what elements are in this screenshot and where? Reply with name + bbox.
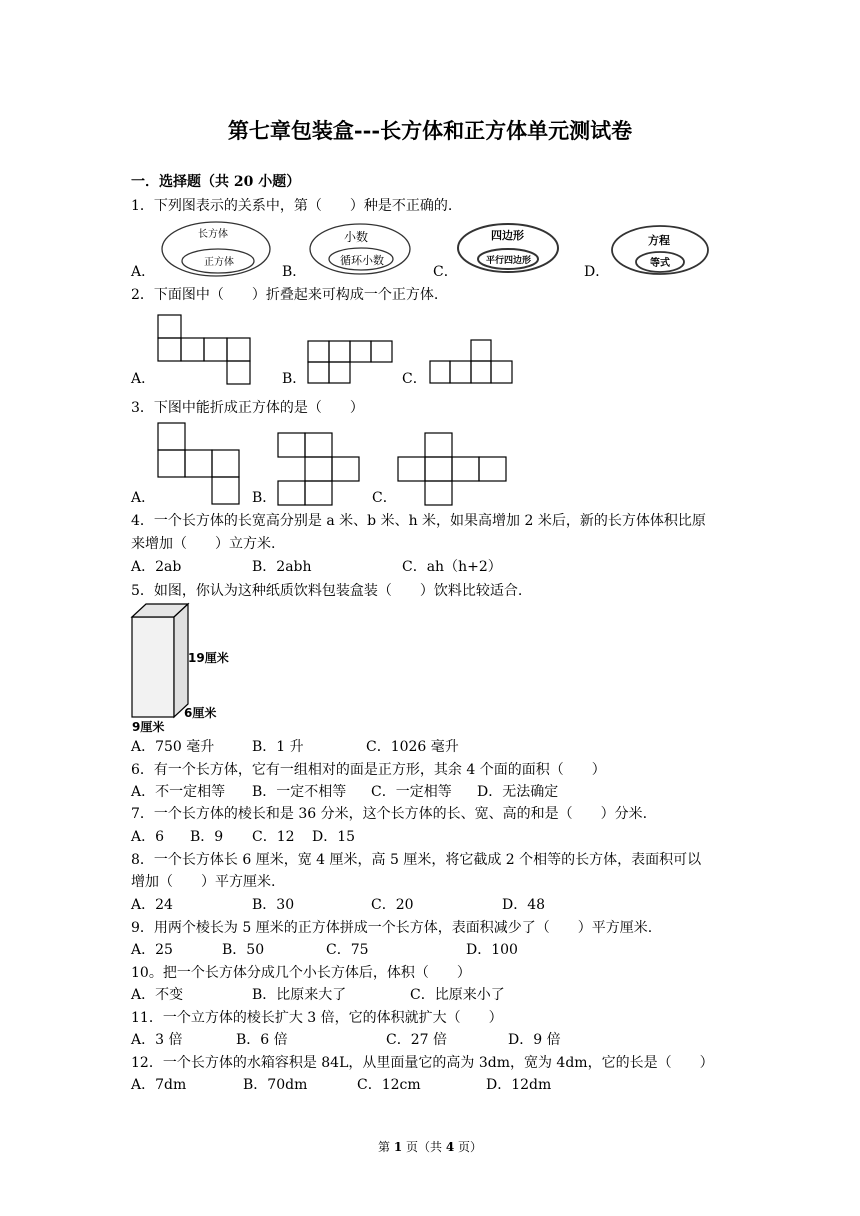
- footer-total-pages: 4: [445, 1140, 455, 1154]
- q9-option-b: B．50: [222, 942, 265, 958]
- question-4-stem-line2: 来增加（ ）立方米.: [131, 536, 276, 552]
- cube-net-2a: [158, 315, 254, 385]
- venn-diagram-d: [610, 224, 710, 276]
- q1-label-b: B．: [282, 264, 307, 280]
- q3-label-b: B．: [252, 490, 277, 506]
- q9-option-c: C．75: [326, 942, 369, 958]
- q12-option-b: B．70dm: [243, 1077, 308, 1093]
- cube-net-3b: [278, 433, 360, 505]
- q2-label-a: A．: [131, 371, 156, 387]
- q7-option-b: B．9: [190, 829, 224, 845]
- q11-option-b: B．6 倍: [236, 1032, 288, 1048]
- q12-option-c: C．12cm: [357, 1077, 421, 1093]
- cube-net-2b: [308, 341, 394, 385]
- q7-option-c: C．12: [252, 829, 295, 845]
- box-width-label: 9厘米: [132, 720, 165, 734]
- q11-option-d: D．9 倍: [508, 1032, 561, 1048]
- q10-option-c: C．比原来小了: [410, 987, 505, 1003]
- cube-net-2c: [430, 340, 514, 385]
- q10-option-a: A．不变: [131, 987, 184, 1003]
- q2-label-c: C．: [402, 371, 427, 387]
- q4-option-b: B．2abh: [252, 559, 312, 575]
- venn-d-inner-label: 等式: [650, 258, 670, 269]
- page-title: 第七章包装盒---长方体和正方体单元测试卷: [227, 118, 633, 143]
- q6-option-a: A．不一定相等: [131, 784, 226, 800]
- juice-box-figure: [130, 603, 230, 735]
- q5-option-b: B．1 升: [252, 739, 304, 755]
- q11-option-c: C．27 倍: [386, 1032, 447, 1048]
- q7-option-a: A．6: [131, 829, 165, 845]
- q9-option-a: A．25: [131, 942, 173, 958]
- q3-label-a: A．: [131, 490, 156, 506]
- venn-b-outer-label: 小数: [344, 230, 369, 244]
- cube-net-3c: [398, 433, 506, 505]
- question-5-stem: 5．如图，你认为这种纸质饮料包装盒装（ ）饮料比较适合.: [131, 583, 523, 599]
- q5-option-c: C．1026 毫升: [366, 739, 459, 755]
- question-8-stem-line2: 增加（ ）平方厘米.: [131, 874, 276, 890]
- venn-diagram-b: [308, 222, 412, 276]
- venn-c-outer-label: 四边形: [491, 229, 524, 242]
- question-7-stem: 7．一个长方体的棱长和是 36 分米，这个长方体的长、宽、高的和是（ ）分米.: [131, 806, 648, 822]
- question-11-stem: 11．一个立方体的棱长扩大 3 倍，它的体积就扩大（ ）: [131, 1010, 503, 1026]
- venn-d-outer-label: 方程: [648, 234, 670, 247]
- q1-label-a: A．: [131, 264, 156, 280]
- q8-option-c: C．20: [371, 897, 414, 913]
- q8-option-a: A．24: [131, 897, 173, 913]
- q5-option-a: A．750 毫升: [131, 739, 215, 755]
- q4-option-a: A．2ab: [131, 559, 182, 575]
- footer-post: 页）: [454, 1140, 482, 1154]
- q11-option-a: A．3 倍: [131, 1032, 183, 1048]
- footer-page-number: 1: [393, 1140, 403, 1154]
- venn-a-inner-label: 正方体: [204, 257, 234, 268]
- footer-pre: 第: [377, 1140, 394, 1154]
- question-9-stem: 9．用两个棱长为 5 厘米的正方体拼成一个长方体，表面积减少了（ ）平方厘米.: [131, 920, 653, 936]
- q12-option-d: D．12dm: [486, 1077, 552, 1093]
- q2-label-b: B．: [282, 371, 307, 387]
- cube-net-3a: [158, 423, 240, 505]
- question-8-stem-line1: 8．一个长方体长 6 厘米，宽 4 厘米，高 5 厘米，将它截成 2 个相等的长方体，表面积可以: [131, 852, 702, 868]
- box-depth-label: 6厘米: [184, 706, 217, 720]
- question-1-stem: 1．下列图表示的关系中，第（ ）种是不正确的.: [131, 198, 453, 214]
- q9-option-d: D．100: [466, 942, 518, 958]
- q3-label-c: C．: [372, 490, 397, 506]
- page-footer: [0, 1141, 860, 1153]
- q1-label-d: D．: [584, 264, 610, 280]
- q12-option-a: A．7dm: [131, 1077, 187, 1093]
- q6-option-d: D．无法确定: [477, 784, 559, 800]
- venn-c-inner-label: 平行四边形: [486, 256, 532, 266]
- q4-option-c: C．ah（h+2）: [402, 559, 502, 575]
- venn-a-outer-label: 长方体: [198, 229, 228, 240]
- q6-option-c: C．一定相等: [371, 784, 452, 800]
- q8-option-b: B．30: [252, 897, 295, 913]
- section-heading: 一．选择题（共 20 小题）: [131, 174, 301, 190]
- venn-diagram-c: [456, 222, 560, 274]
- q6-option-b: B．一定不相等: [252, 784, 347, 800]
- question-12-stem: 12．一个长方体的水箱容积是 84L，从里面量它的高为 3dm，宽为 4dm，它的长是（ ）: [131, 1055, 714, 1071]
- question-3-stem: 3．下图中能折成正方体的是（ ）: [131, 400, 364, 416]
- question-2-stem: 2．下面图中（ ）折叠起来可构成一个正方体.: [131, 287, 439, 303]
- venn-diagram-a: [160, 220, 272, 278]
- question-4-stem-line1: 4．一个长方体的长宽高分别是 a 米、b 米、h 米，如果高增加 2 米后，新的长方体体积比原: [131, 513, 706, 529]
- box-height-label: 19厘米: [188, 651, 229, 665]
- question-6-stem: 6．有一个长方体，它有一组相对的面是正方形，其余 4 个面的面积（ ）: [131, 762, 606, 778]
- question-10-stem: 10。把一个长方体分成几个小长方体后，体积（ ）: [131, 965, 471, 981]
- q7-option-d: D．15: [312, 829, 356, 845]
- q8-option-d: D．48: [502, 897, 546, 913]
- footer-mid: 页（共: [402, 1140, 446, 1154]
- venn-b-inner-label: 循环小数: [340, 254, 384, 267]
- q10-option-b: B．比原来大了: [252, 987, 347, 1003]
- q1-label-c: C．: [433, 264, 458, 280]
